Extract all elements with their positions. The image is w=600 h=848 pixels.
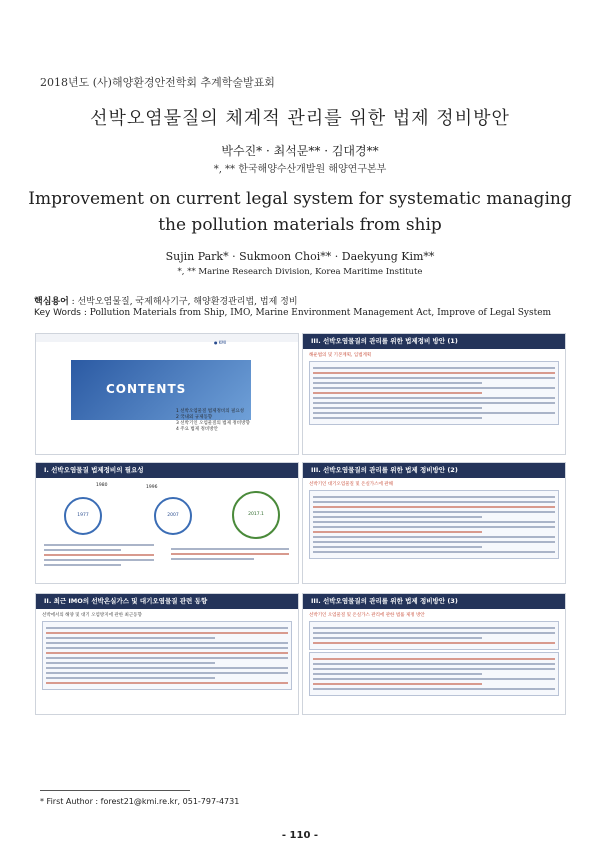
contents-item: 2 국내외 규제동향 [176, 415, 213, 420]
contents-item: 1 선박오염물질 법제정비의 필요성 [176, 409, 245, 414]
kmi-logo: ● KMI [214, 340, 227, 345]
timeline-year: 1980 [96, 483, 108, 488]
paper-title-korean: 선박오염물질의 체계적 관리를 위한 법제 정비방안 [90, 108, 510, 129]
timeline-circle: 1977 [64, 497, 102, 535]
authors-english: Sujin Park* · Sukmoon Choi** · Daekyung Kim** [165, 250, 435, 263]
authors-korean: 박수진* · 최석문** · 김대경** [221, 144, 379, 158]
timeline-year: 1996 [146, 485, 158, 490]
keywords-english-text: : Pollution Materials from Ship, IMO, Marine Environment Management Act, Improve of Legal System [83, 308, 552, 318]
slide-subtitle: 선박기인 오염물질 및 온실가스 관리에 관한 법률 제정 방안 [309, 613, 425, 618]
slide-section-1 [35, 462, 299, 584]
keywords-korean-label: 핵심용어 [34, 297, 69, 307]
keywords-korean [34, 294, 298, 307]
slide-section-3-1 [302, 333, 566, 455]
slide-title: III. 선박오염물질의 관리를 위한 법제 정비방안 (3) [303, 594, 565, 609]
affiliation-english: *, ** Marine Research Division, Korea Maritime Institute [177, 267, 423, 277]
keywords-english [34, 308, 551, 318]
slide-subtitle: 해운법의 및 기본계획, 입법계획 [309, 353, 372, 358]
slide-title: I. 선박오염물질 법제정비의 필요성 [36, 463, 298, 478]
timeline-circle: 2007 [154, 497, 192, 535]
slide-section-3-3 [302, 593, 566, 715]
contents-list [176, 408, 286, 432]
title-en-line-2: the pollution materials from ship [158, 215, 442, 235]
slide-section-3-2 [302, 462, 566, 584]
keywords-english-label: Key Words [34, 308, 81, 318]
slide-contents [35, 333, 299, 455]
paper-title-english [0, 186, 600, 238]
slide-subtitle: 선박에서의 해양 및 대기 오염방지에 관한 최근동향 [42, 613, 142, 618]
affiliation-korean: *, ** 한국해양수산개발원 해양연구본부 [213, 164, 387, 175]
slide-title: III. 선박오염물질의 관리를 위한 법제정비 방안 (1) [303, 334, 565, 349]
slide-subtitle: 선박기인 대기오염물질 및 온실가스에 관해 [309, 482, 393, 487]
slide-title: III. 선박오염물질의 관리를 위한 법제 정비방안 (2) [303, 463, 565, 478]
contents-heading: CONTENTS [106, 382, 187, 396]
slide-title: II. 최근 IMO의 선박온실가스 및 대기오염물질 관련 동향 [36, 594, 298, 609]
keywords-korean-text: : 선박오염물질, 국제해사기구, 해양환경관리법, 법제 정비 [71, 297, 298, 307]
slide-section-2 [35, 593, 299, 715]
contents-item: 3 선박기인 오염물질의 법제 정비방향 [176, 421, 250, 426]
footnote: * First Author : forest21@kmi.re.kr, 051-797-4731 [40, 797, 240, 806]
conference-header: 2018년도 (사)해양환경안전학회 추계학술발표회 [40, 76, 275, 89]
footnote-rule [40, 790, 190, 791]
contents-item: 4 주요 법제 정비방안 [176, 427, 218, 432]
timeline-circle: 2017.1 [232, 491, 280, 539]
page-number: - 110 - [281, 830, 319, 841]
title-en-line-1: Improvement on current legal system for systematic managing [28, 189, 572, 209]
